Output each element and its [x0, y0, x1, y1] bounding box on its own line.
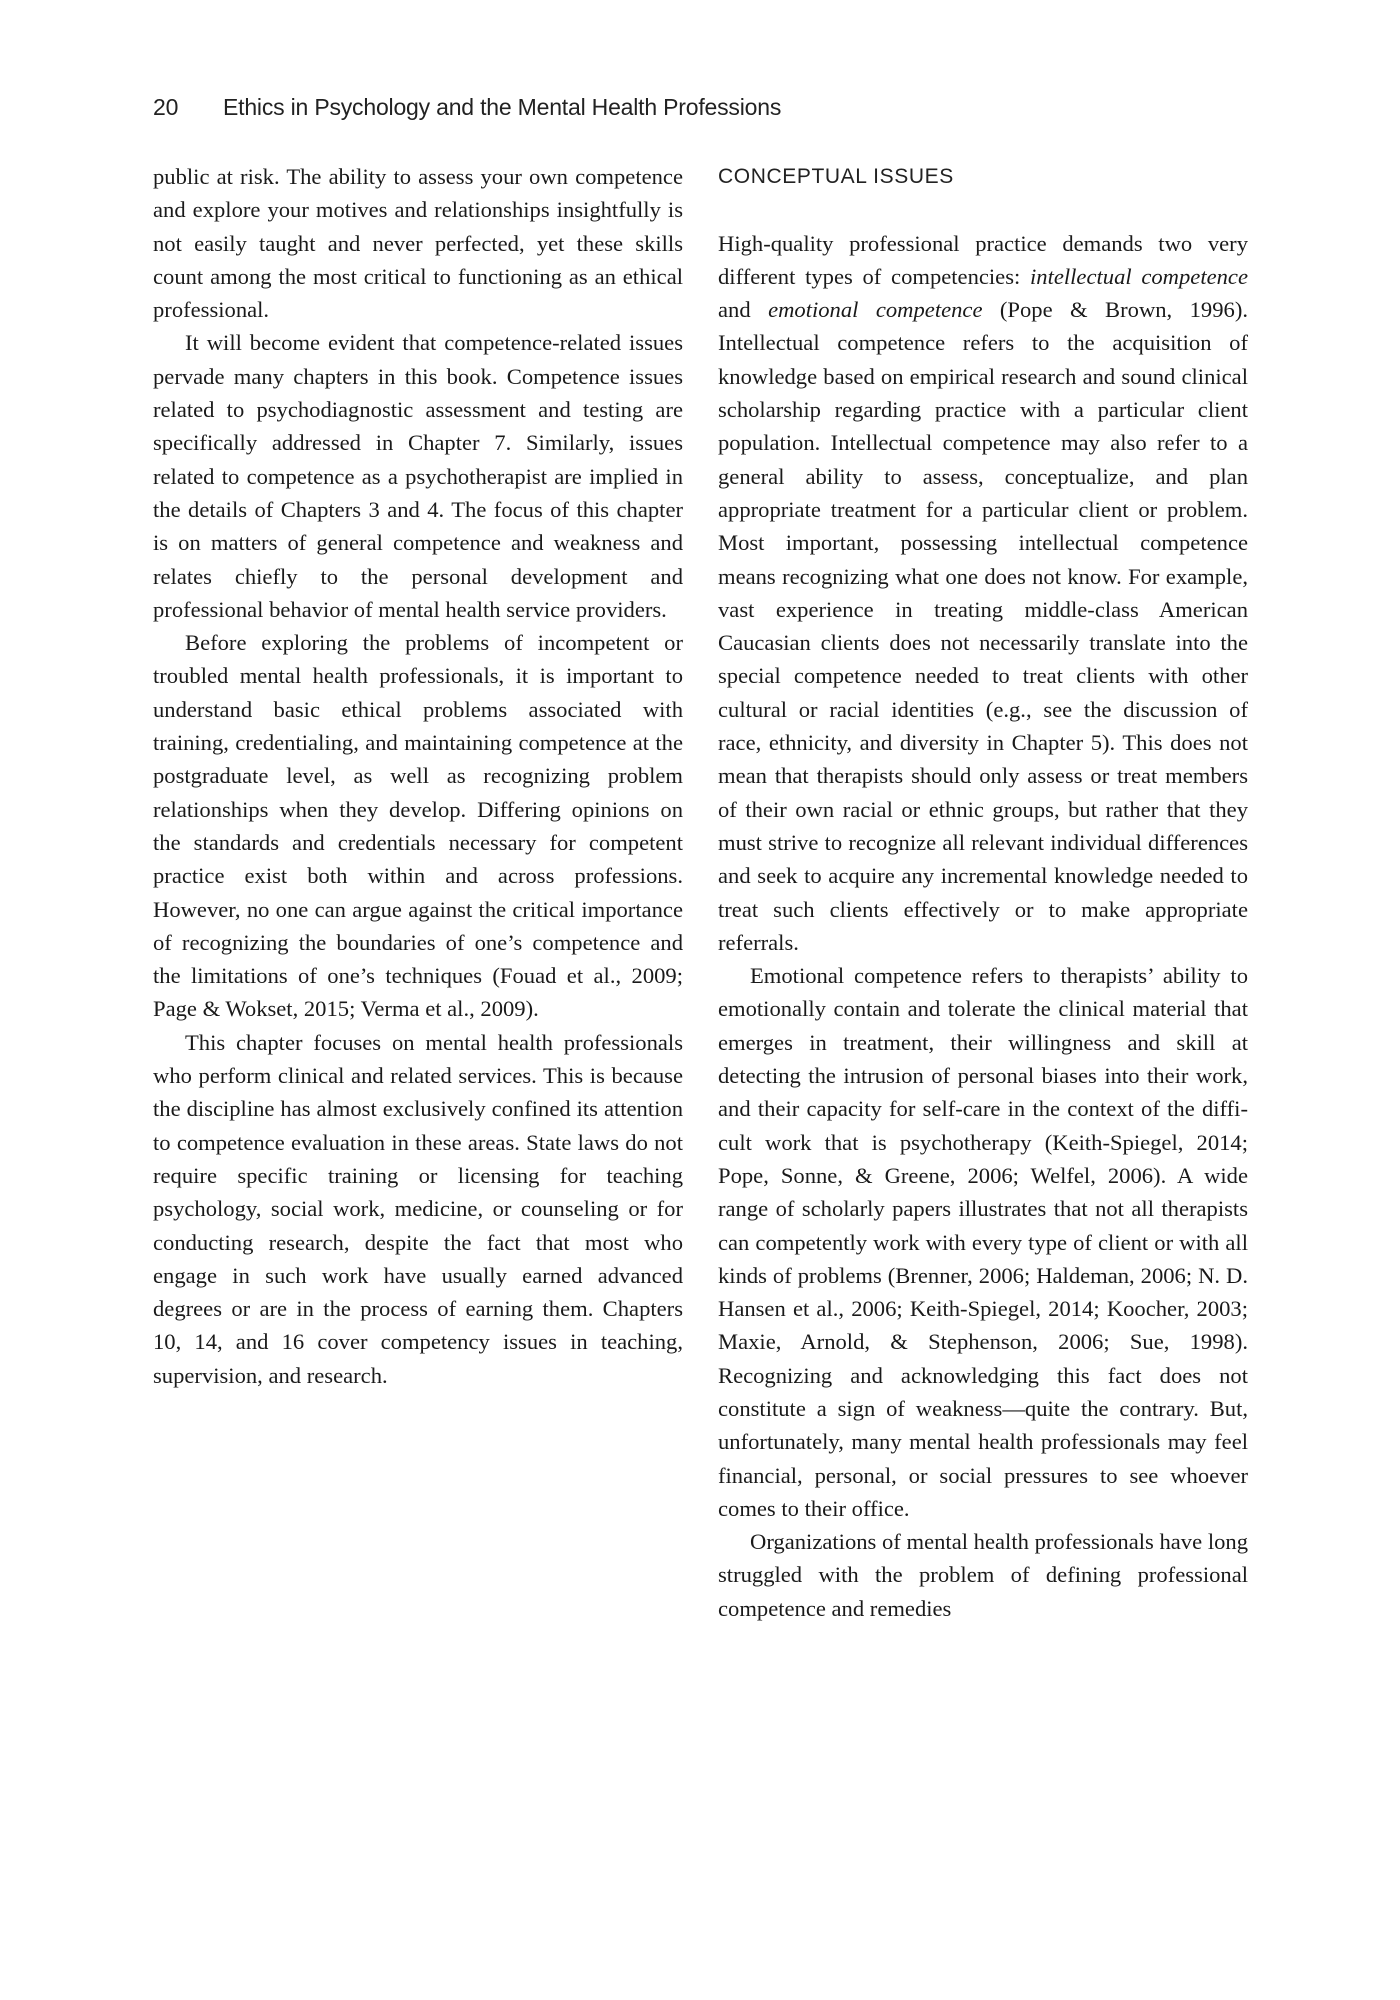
- running-head: [153, 94, 781, 121]
- paragraph-continues: Organizations of mental health professionals have long struggled with the problem of defining professional competence and remedies: [718, 1529, 1248, 1621]
- right-column: [718, 160, 1248, 1625]
- paragraph-continued: public at risk. The ability to assess your own competence and explore your motives and relationships insightfully is not easily taught and never perfected, yet these skills count among the most critical to functioning as an ethical professional.: [153, 164, 683, 323]
- emphasis-term: emotional competence: [768, 297, 983, 323]
- emphasis-term: intellectual competence: [1030, 263, 1248, 289]
- paragraph: Emotional competence refers to therapists’ ability to emotionally contain and tolerate the clinical material that emerges in treatment, their willingness and skill at detecting the intrusion of personal biases into their work, and their capacity for self-care in the context of the difficult work that is psychotherapy (Keith-Spiegel, 2014; Pope, Sonne, & Greene, 2006; Welfel, 2006). A wide range of scholarly papers illustrates that not all therapists can competently work with every type of client or with all kinds of problems (Brenner, 2006; Haldeman, 2006; N. D. Hansen et al., 2006; Keith-Spiegel, 2014; Koocher, 2003; Maxie, Arnold, & Stephenson, 2006; Sue, 1998). Recognizing and acknowledging this fact does not constitute a sign of weakness—quite the contrary. But, unfortunately, many mental health professionals may feel financial, personal, or social pressures to see whoever comes to their office.: [718, 963, 1248, 1521]
- paragraph: It will become evident that competence-related issues pervade many chapters in this book. Competence issues related to psychodiagnostic assessment and testing are specifically addressed in Chapter 7. Similarly, issues related to competence as a psychotherapist are implied in the details of Chapters 3 and 4. The focus of this chapter is on matters of general competence and weakness and relates chiefly to the personal development and professional behavior of mental health service providers.: [153, 330, 683, 622]
- text-run: High-quality professional practice demands two very different types of competencies:: [718, 230, 1248, 289]
- section-heading: CONCEPTUAL ISSUES: [718, 165, 954, 188]
- running-title: Ethics in Psychology and the Mental Health Professions: [223, 94, 782, 120]
- page-number: 20: [153, 94, 179, 120]
- paragraph: Before exploring the problems of incompetent or troubled mental health professionals, it is important to understand basic ethical problems associated with training, credentialing, and maintaining competence at the postgraduate level, as well as recognizing problem relationships when they develop. Differing opinions on the standards and credentials necessary for competent practice exist both within and across professions. However, no one can argue against the critical importance of recognizing the boundaries of one’s competence and the limitations of one’s techniques (Fouad et al., 2009; Page & Wokset, 2015; Verma et al., 2009).: [153, 630, 683, 1022]
- paragraph: [718, 227, 1248, 960]
- paragraph: This chapter focuses on mental health professionals who perform clinical and related services. This is because the discipline has almost exclusively confined its attention to competence evaluation in these areas. State laws do not require specific training or licensing for teaching psychology, social work, medicine, or counseling or for conducting research, despite the fact that most who engage in such work have usually earned advanced degrees or are in the process of earning them. Chapters 10, 14, and 16 cover competency issues in teaching, supervision, and research.: [153, 1029, 683, 1388]
- text-run: (Pope & Brown, 1996). Intellectual competence refers to the acquisition of knowledge based on empirical research and sound clinical scholarship regarding practice with a particular client population. Intellectual competence may also refer to a general ability to assess, conceptualize, and plan appropriate treatment for a particular client or problem. Most important, possessing intellectual competence means recognizing what one does not know. For example, vast experience in treating middle-class American Caucasian clients does not necessarily translate into the special competence needed to treat clients with other cultural or racial identities (e.g., see the discussion of race, ethnicity, and diversity in Chapter 5). This does not mean that therapists should only assess or treat members of their own racial or ethnic groups, but rather that they must strive to recognize all relevant individual differences and seek to acquire any incremental knowledge needed to treat such clients effectively or to make appropriate referrals.: [718, 297, 1248, 955]
- text-run: and: [718, 297, 769, 323]
- left-column: [153, 160, 683, 1392]
